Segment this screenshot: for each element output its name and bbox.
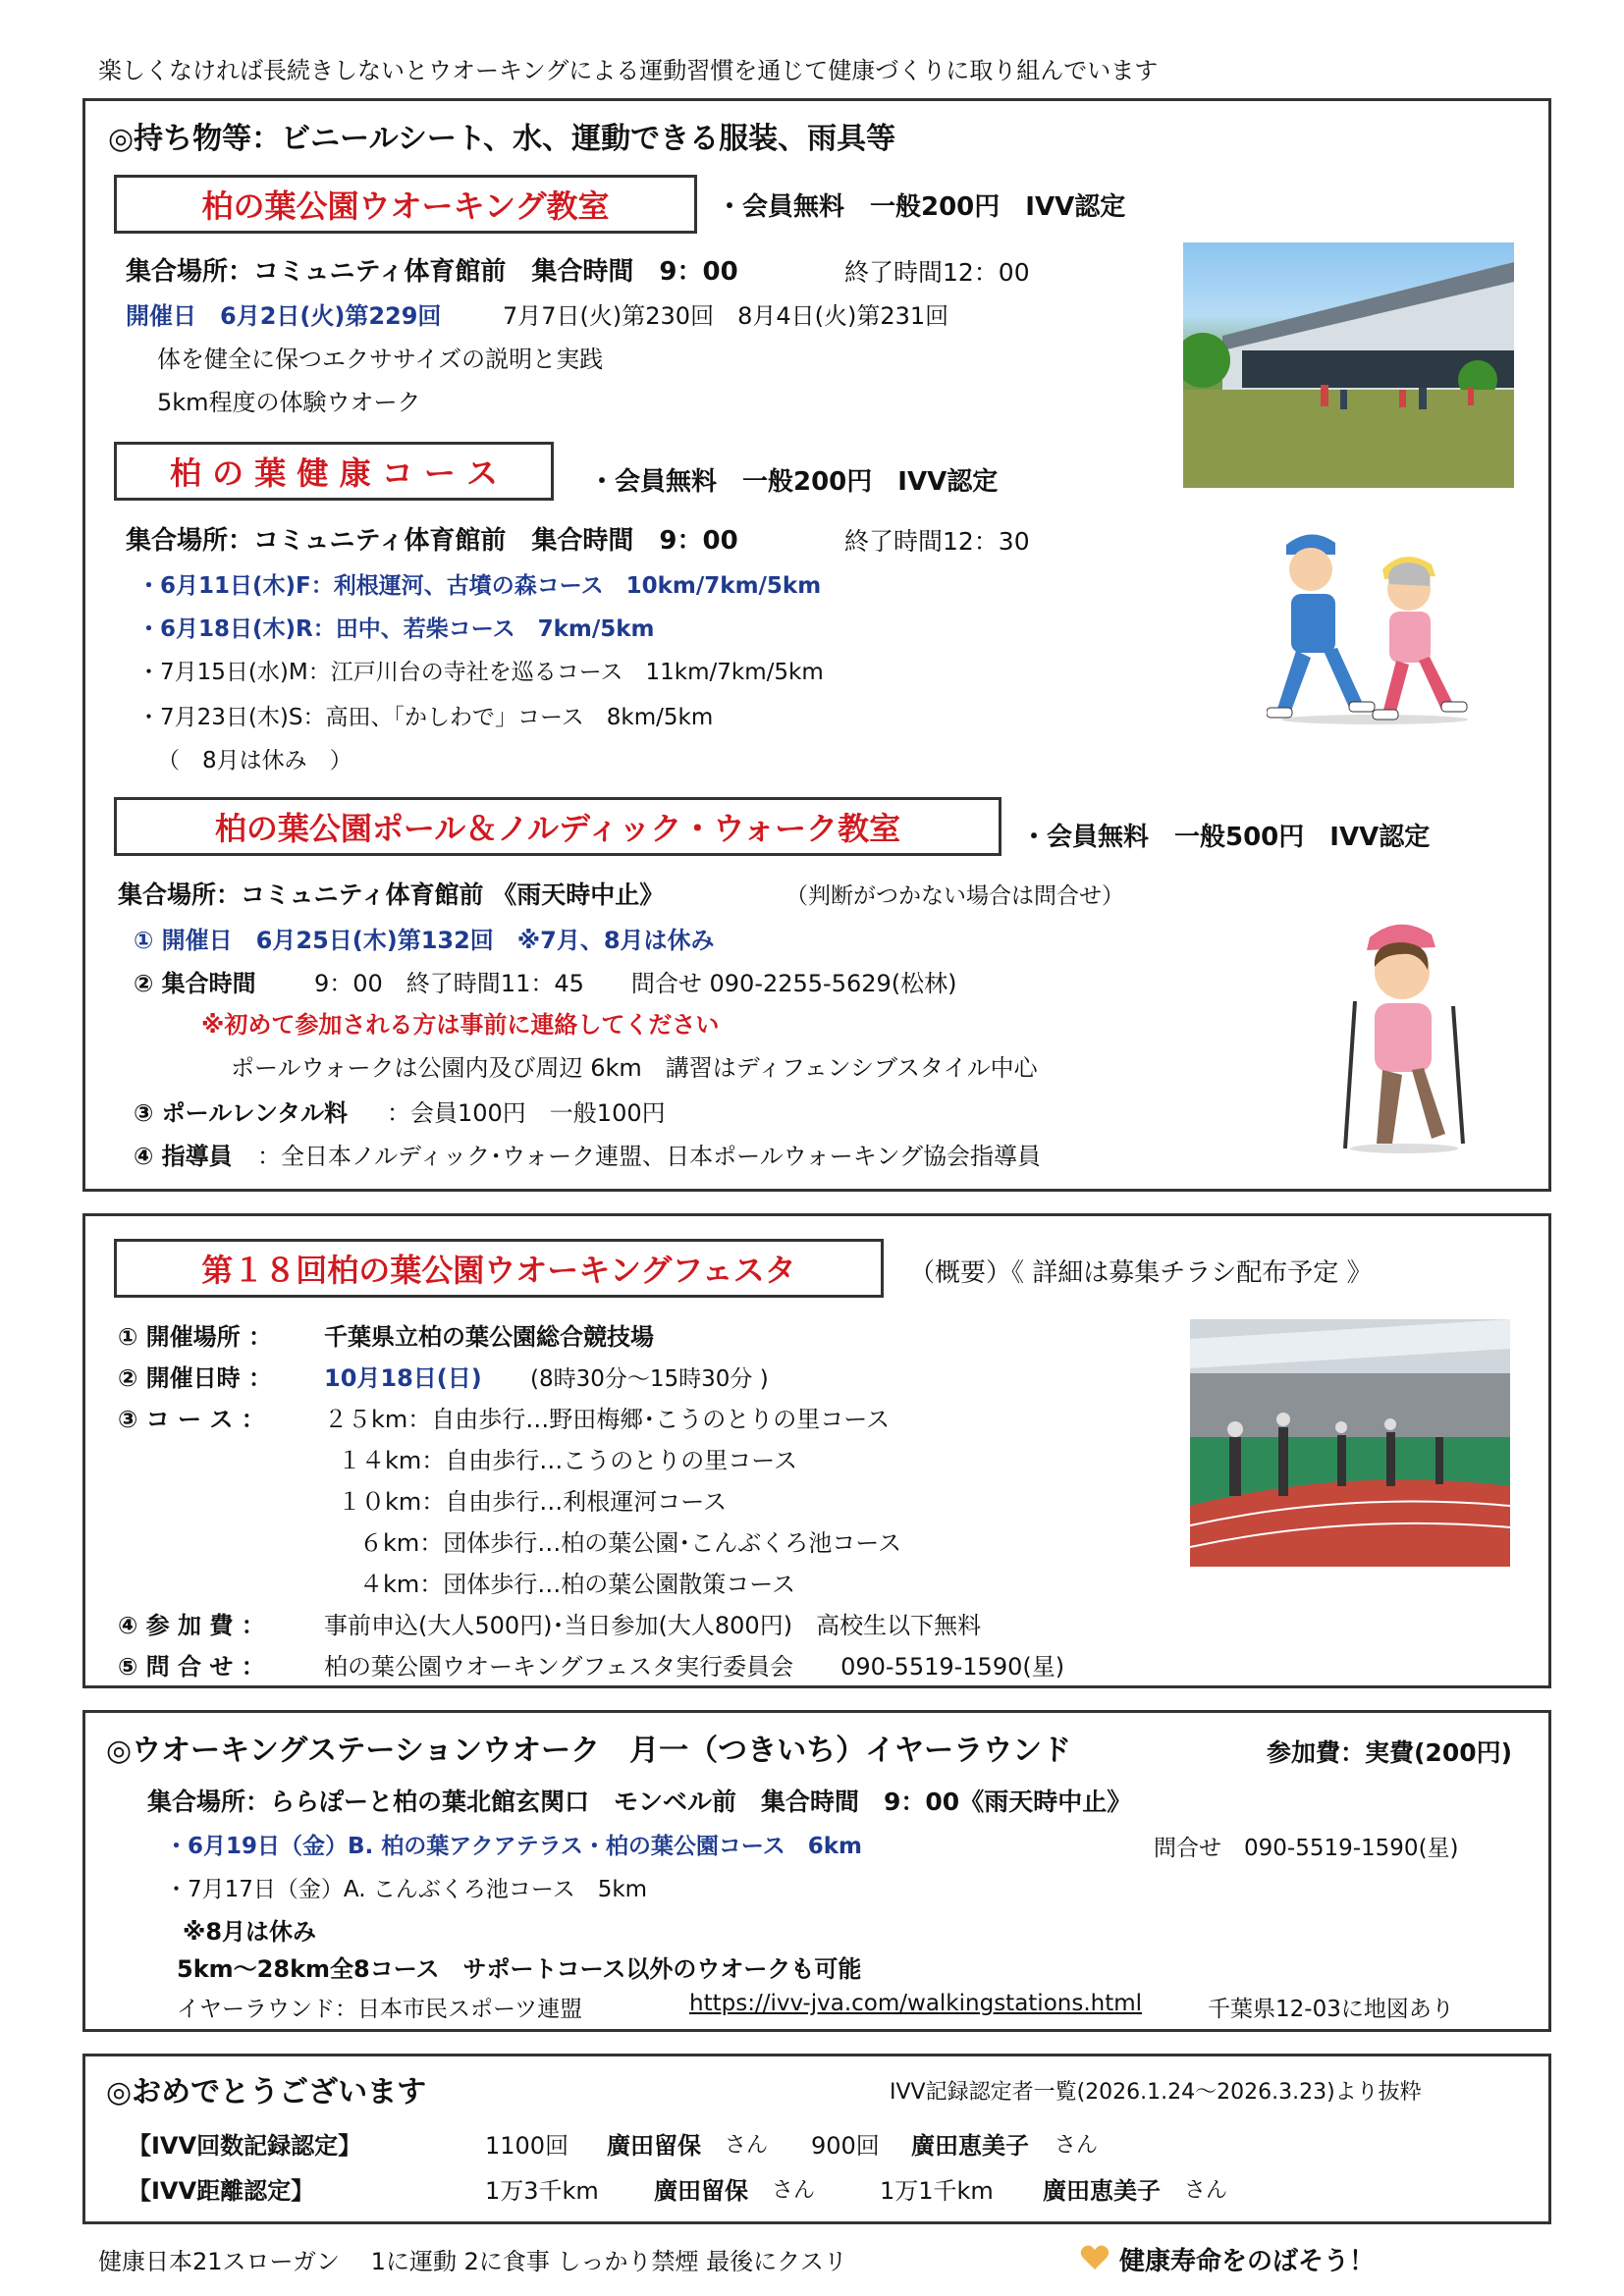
- station-item2: ・7月17日（金）A. こんぶくろ池コース 5km: [165, 1877, 648, 1902]
- classroom-fee: ・会員無料 一般200円 IVV認定: [717, 192, 1126, 222]
- walking-couple-illustration: [1267, 525, 1483, 726]
- festa-contact: 柏の葉公園ウオーキングフェスタ実行委員会 090-5519-1590(星): [324, 1653, 1065, 1681]
- count-record-a-name: 廣田留保: [607, 2132, 701, 2160]
- heart-icon: [1080, 2244, 1110, 2271]
- honorific: さん: [772, 2178, 816, 2203]
- festa-time: (8時30分～15時30分 ): [530, 1366, 769, 1392]
- festa-title: 第１８回柏の葉公園ウオーキングフェスタ: [114, 1239, 884, 1298]
- distance-record-label: 【IVV距離認定】: [128, 2177, 315, 2205]
- pole-fee: ・会員無料 一般500円 IVV認定: [1021, 823, 1431, 852]
- section1-title: ◎持ち物等：ビニールシート、水、運動できる服装、雨具等: [108, 122, 896, 156]
- classroom-place: 集合場所：コミュニティ体育館前 集合時間 9：00: [126, 257, 738, 287]
- classroom-dates-rest: 7月7日(火)第230回 8月4日(火)第231回: [503, 302, 949, 330]
- classroom-desc1: 体を健全に保つエクササイズの説明と実践: [157, 346, 604, 373]
- classroom-title: 柏の葉公園ウオーキング教室: [114, 175, 697, 234]
- festa-course-25: ２５km：自由歩行…野田梅郷･こうのとりの里コース: [324, 1406, 891, 1433]
- count-record-a: 1100回: [485, 2132, 569, 2160]
- station-yr-label: イヤーラウンド：日本市民スポーツ連盟: [177, 1997, 583, 2022]
- classroom-dates: 開催日 6月2日(火)第229回: [126, 302, 442, 330]
- festa-date-label: ② 開催日時 ：: [118, 1364, 273, 1392]
- pole-line3-label: ③ ポールレンタル料: [134, 1099, 349, 1127]
- festa-course-4: ４km：団体歩行…柏の葉公園散策コース: [359, 1571, 796, 1598]
- pole-desc: ポールウォークは公園内及び周辺 6km 講習はディフェンシブスタイル中心: [231, 1054, 1038, 1082]
- stadium-photo: [1190, 1319, 1510, 1567]
- station-title: ◎ウオーキングステーションウオーク 月一（つきいち）イヤーラウンド: [106, 1734, 1072, 1768]
- classroom-end: 終了時間12：00: [844, 258, 1030, 287]
- health-item: ・7月23日(木)S：高田、「かしわで」コース 8km/5km: [137, 705, 714, 730]
- festa-course-14: １４km：自由歩行…こうのとりの里コース: [338, 1447, 798, 1474]
- pole-line1: ① 開催日 6月25日(木)第132回 ※7月、8月は休み: [134, 927, 715, 954]
- health-item: ・6月18日(木)R：田中、若柴コース 7km/5km: [137, 616, 655, 642]
- pole-walker-illustration: [1326, 913, 1473, 1158]
- distance-record-b: 1万1千km: [880, 2177, 994, 2205]
- festa-place: 千葉県立柏の葉公園総合競技場: [324, 1323, 654, 1351]
- health-fee: ・会員無料 一般200円 IVV認定: [589, 467, 999, 497]
- health-item: ・6月11日(木)F：利根運河、古墳の森コース 10km/7km/5km: [137, 573, 822, 599]
- tagline: 楽しくなければ長続きしないとウオーキングによる運動習慣を通じて健康づくりに取り組んでいます: [98, 57, 1159, 84]
- festa-fee: 事前申込(大人500円)･当日参加(大人800円) 高校生以下無料: [324, 1612, 982, 1639]
- festa-date: 10月18日(日): [324, 1364, 482, 1392]
- count-record-b-name: 廣田恵美子: [911, 2132, 1029, 2160]
- health-item: ・7月15日(水)M：江戸川台の寺社を巡るコース 11km/7km/5km: [137, 660, 824, 685]
- festa-contact-label: ⑤ 問 合 せ ：: [118, 1653, 265, 1681]
- festa-place-label: ① 開催場所 ：: [118, 1323, 273, 1351]
- health-end: 終了時間12：30: [844, 527, 1030, 556]
- festa-course-10: １０km：自由歩行…利根運河コース: [338, 1488, 728, 1516]
- honorific: さん: [1055, 2133, 1099, 2158]
- count-record-label: 【IVV回数記録認定】: [128, 2132, 362, 2160]
- congrats-source: IVV記録認定者一覧(2026.1.24～2026.3.23)より抜粋: [890, 2080, 1422, 2105]
- distance-record-b-name: 廣田恵美子: [1043, 2177, 1161, 2205]
- station-note1: ※8月は休み: [183, 1918, 317, 1946]
- gymnasium-photo: [1183, 242, 1514, 488]
- distance-record-a: 1万3千km: [485, 2177, 599, 2205]
- count-record-b: 900回: [811, 2132, 880, 2160]
- station-fee: 参加費：実費(200円): [1267, 1738, 1513, 1767]
- pole-place: 集合場所：コミュニティ体育館前 《雨天時中止》: [118, 881, 665, 909]
- honorific: さん: [725, 2133, 769, 2158]
- station-item1: ・6月19日（金）B. 柏の葉アクアテラス・柏の葉公園コース 6km: [165, 1834, 863, 1859]
- station-url-link[interactable]: https://ivv-jva.com/walkingstations.html: [689, 1991, 1143, 2016]
- health-place: 集合場所：コミュニティ体育館前 集合時間 9：00: [126, 526, 738, 556]
- slogan: 健康日本21スローガン 1に運動 2に食事 しっかり禁煙 最後にクスリ: [98, 2248, 847, 2275]
- distance-record-a-name: 廣田留保: [654, 2177, 748, 2205]
- pole-walk-title: 柏の葉公園ポール＆ノルディック・ウォーク教室: [114, 797, 1001, 856]
- pole-place-note: （判断がつかない場合は問合せ）: [785, 883, 1124, 909]
- festa-summary: （概要）《 詳細は募集チラシ配布予定 》: [909, 1258, 1373, 1288]
- classroom-desc2: 5km程度の体験ウオーク: [157, 389, 421, 416]
- station-place: 集合場所：ららぽーと柏の葉北館玄関口 モンベル前 集合時間 9：00《雨天時中止》: [147, 1788, 1132, 1816]
- festa-course-label: ③ コ ー ス ：: [118, 1406, 265, 1433]
- station-map: 千葉県12-03に地図あり: [1208, 1997, 1454, 2022]
- pole-line3: ：会員100円 一般100円: [387, 1099, 666, 1127]
- pole-line4: ：全日本ノルディック･ウォーク連盟、日本ポールウォーキング協会指導員: [257, 1143, 1041, 1170]
- honorific: さん: [1184, 2178, 1228, 2203]
- pole-line4-label: ④ 指導員: [134, 1143, 233, 1170]
- station-contact: 問合せ 090-5519-1590(星): [1154, 1836, 1459, 1861]
- health-course-title: 柏 の 葉 健 康 コ ー ス: [114, 442, 554, 501]
- festa-course-6: ６km：団体歩行…柏の葉公園･こんぶくろ池コース: [359, 1529, 902, 1557]
- congrats-title: ◎おめでとうございます: [106, 2075, 427, 2109]
- station-note2: 5km～28km全8コース サポートコース以外のウオークも可能: [177, 1955, 862, 1983]
- festa-fee-label: ④ 参 加 費 ：: [118, 1612, 265, 1639]
- pole-warning: ※初めて参加される方は事前に連絡してください: [201, 1011, 720, 1039]
- pole-line2: 9：00 終了時間11：45 問合せ 090-2255-5629(松林): [314, 970, 957, 997]
- health-note: （ 8月は休み ）: [157, 748, 352, 774]
- cheer: 健康寿命をのばそう！: [1119, 2247, 1376, 2276]
- pole-line2-label: ② 集合時間: [134, 970, 256, 997]
